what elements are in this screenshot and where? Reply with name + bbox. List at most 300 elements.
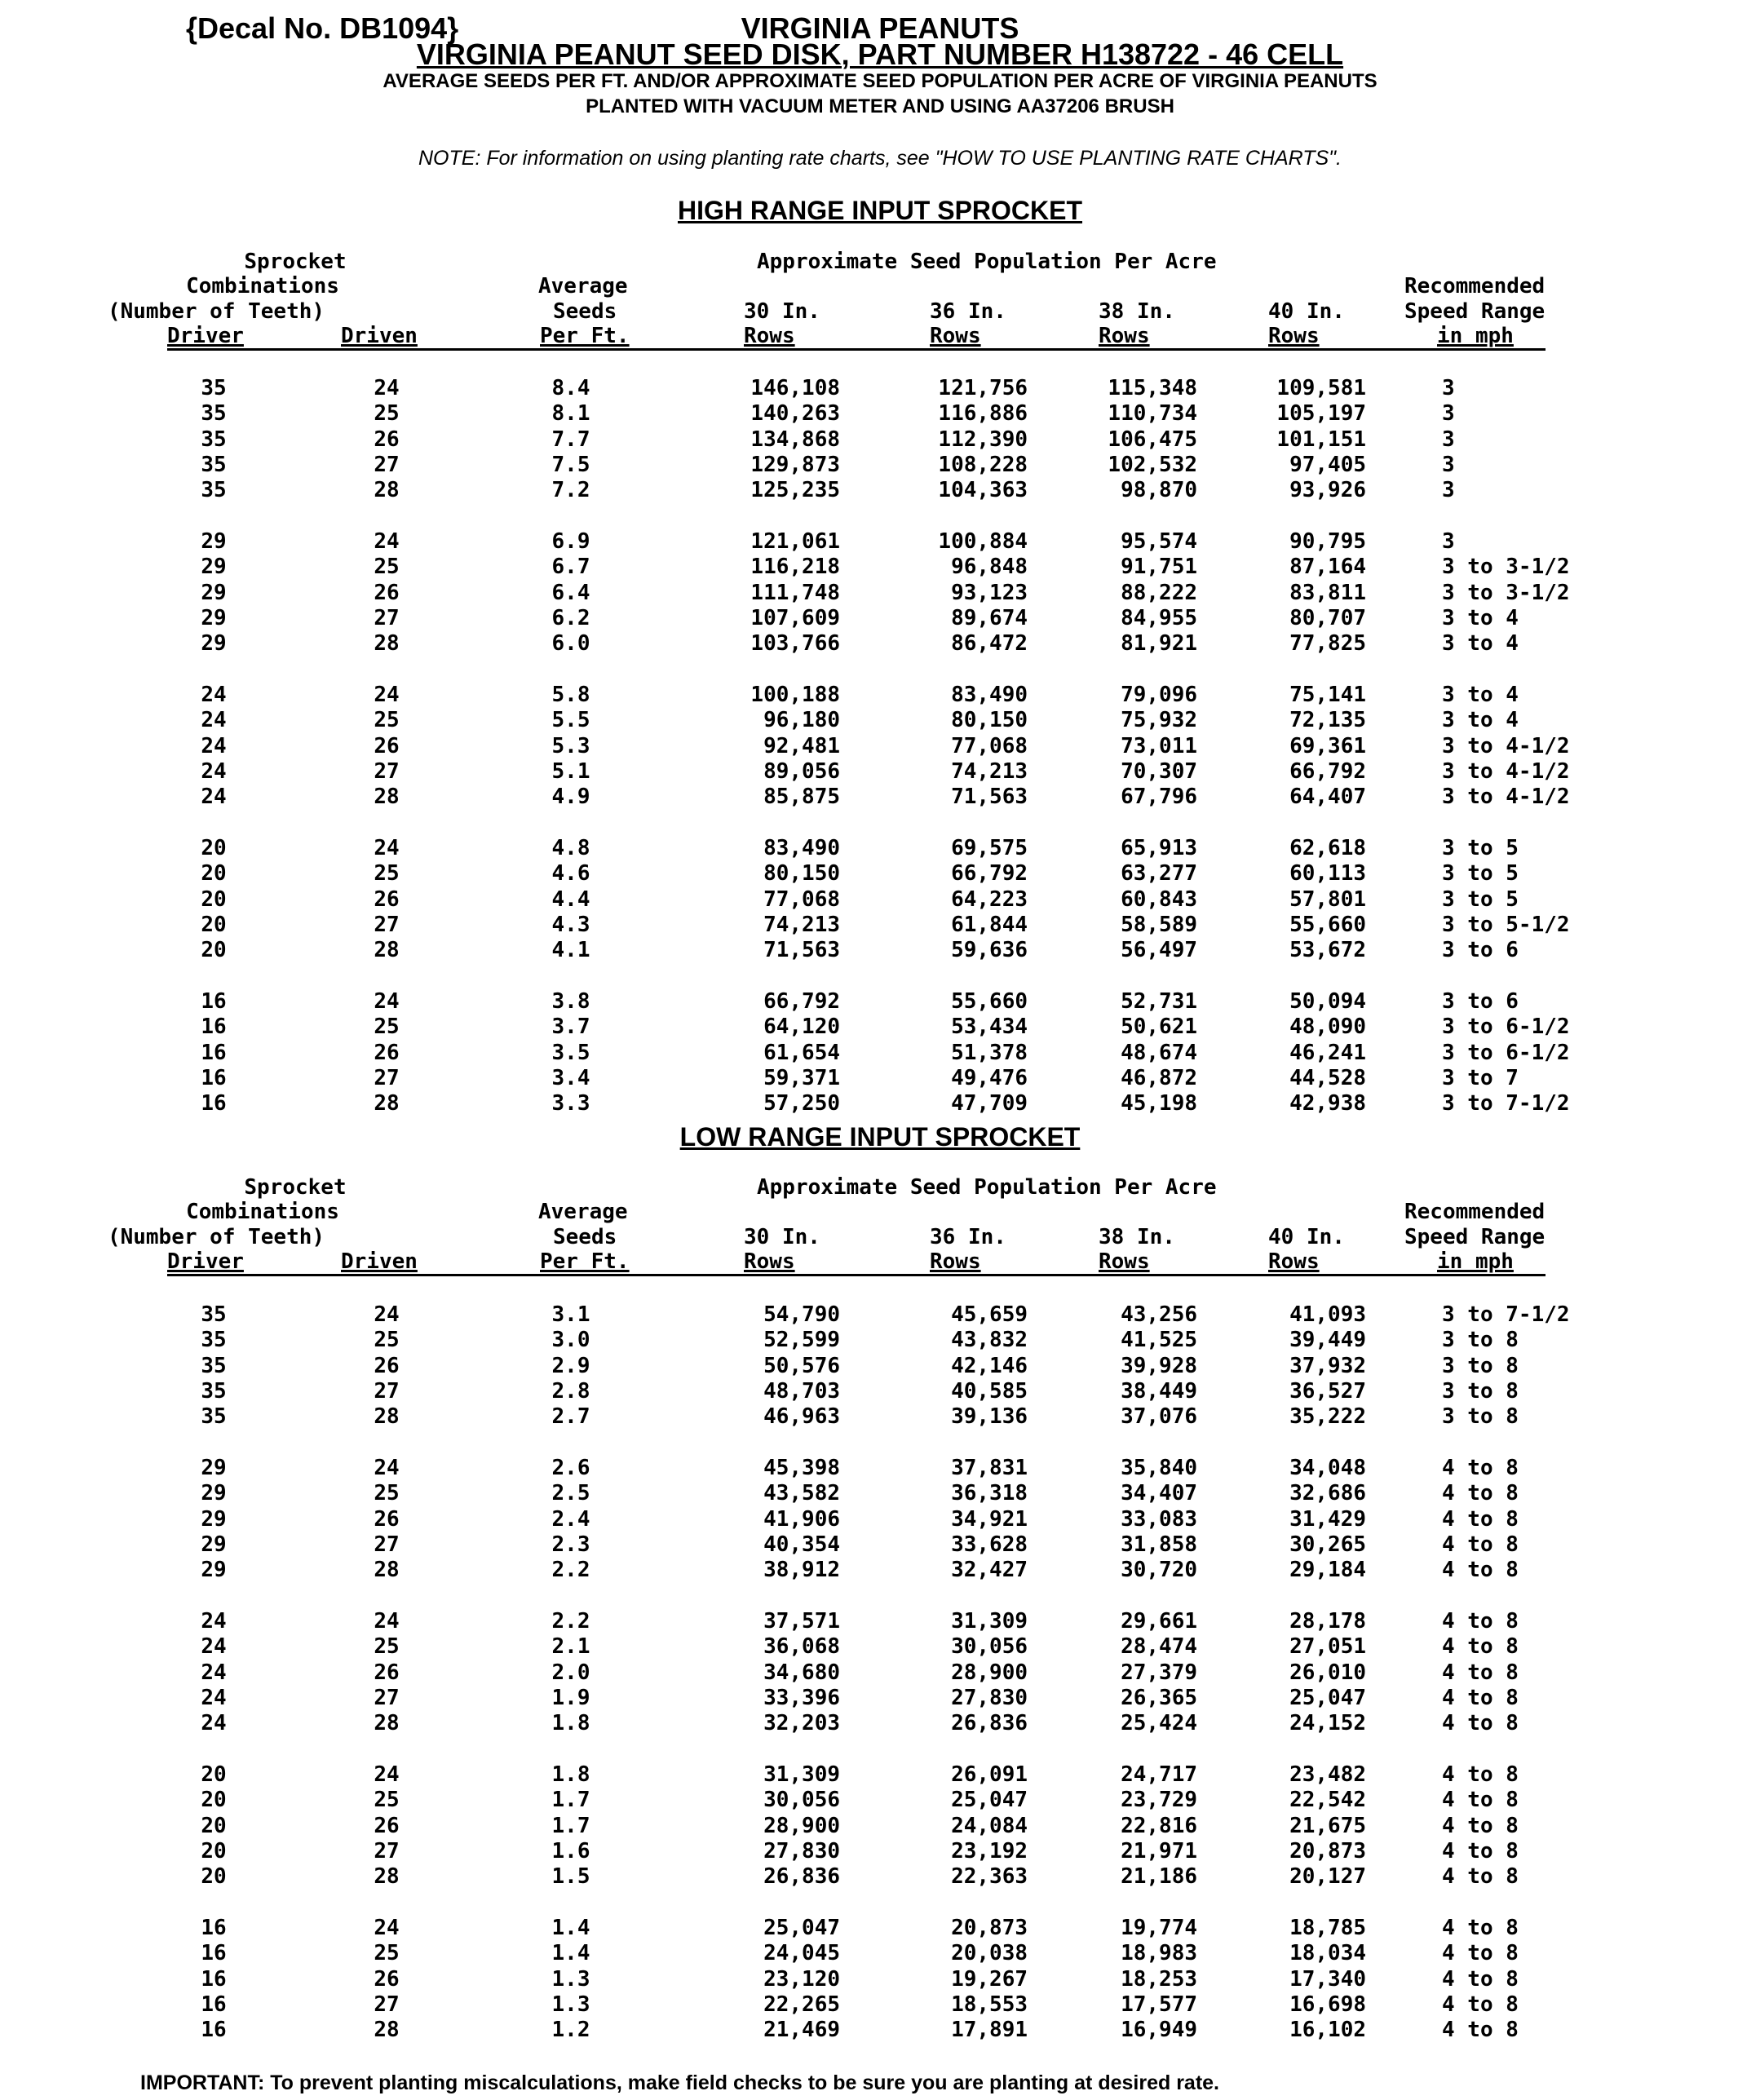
driven-teeth: 28: [374, 1404, 400, 1430]
population-30-in: 107,609: [750, 605, 840, 630]
description-line-1: AVERAGE SEEDS PER FT. AND/OR APPROXIMATE SEED POPULATION PER ACRE OF VIRGINIA PEANUTS: [383, 70, 1377, 92]
population-30-in: 66,792: [763, 989, 840, 1014]
population-30-in: 100,188: [750, 683, 840, 707]
population-30-in: 83,490: [763, 836, 840, 860]
population-30-in: 40,354: [763, 1532, 840, 1557]
table-row: [0, 1711, 1760, 1736]
average-seeds: 5.1: [551, 758, 590, 784]
population-38-in: 48,674: [1121, 1040, 1197, 1065]
population-30-in: 24,045: [763, 1941, 840, 1966]
table-row: [0, 1762, 1760, 1788]
population-40-in: 18,034: [1289, 1941, 1366, 1966]
speed-range: 3 to 4-1/2: [1442, 758, 1570, 784]
speed-range: 4 to 8: [1442, 1456, 1519, 1480]
driver-header: Driver: [167, 324, 244, 348]
table-row: [0, 1481, 1760, 1506]
table-row: [0, 1839, 1760, 1864]
driven-teeth: 25: [374, 1634, 400, 1660]
table-row: [0, 1686, 1760, 1711]
population-30-in: 59,371: [763, 1065, 840, 1090]
table-row: [0, 555, 1760, 580]
table-row: [0, 1558, 1760, 1583]
population-36-in: 22,363: [951, 1864, 1028, 1890]
driver-teeth: 20: [201, 1813, 227, 1838]
driver-teeth: 35: [201, 1353, 227, 1378]
driven-teeth: 27: [374, 452, 400, 477]
driven-teeth: 26: [374, 427, 400, 452]
population-38-in: 50,621: [1121, 1015, 1197, 1040]
table-row: [0, 1814, 1760, 1839]
speed-range: 3 to 4: [1442, 708, 1519, 733]
population-30-in: 52,599: [763, 1328, 840, 1353]
population-38-in: 18,983: [1121, 1941, 1197, 1966]
population-36-in: 30,056: [951, 1634, 1028, 1660]
population-36-in: 19,267: [951, 1966, 1028, 1992]
population-36-in: 100,884: [938, 529, 1028, 554]
speed-range: 3: [1442, 401, 1455, 427]
driver-teeth: 20: [201, 1838, 227, 1863]
speed-range: 3: [1442, 376, 1455, 400]
population-40-in: 53,672: [1289, 938, 1366, 963]
speed-range: 3 to 4-1/2: [1442, 733, 1570, 758]
population-38-in: 41,525: [1121, 1328, 1197, 1353]
population-36-in: 26,836: [951, 1711, 1028, 1736]
important-footer: IMPORTANT: To prevent planting miscalculations, make field checks to be sure you are planting at desired rate.: [140, 2071, 1219, 2094]
average-seeds: 1.6: [551, 1838, 590, 1863]
driver-teeth: 35: [201, 1378, 227, 1404]
population-40-in: 83,811: [1289, 580, 1366, 605]
driver-teeth: 35: [201, 427, 227, 452]
driven-teeth: 25: [374, 1788, 400, 1813]
speed-header: in mph: [1437, 324, 1514, 348]
population-40-in: 72,135: [1289, 708, 1366, 733]
table-row: [0, 938, 1760, 963]
speed-range: 4 to 8: [1442, 1916, 1519, 1940]
driven-teeth: 25: [374, 555, 400, 580]
population-36-in: 71,563: [951, 785, 1028, 810]
table-row: [0, 861, 1760, 886]
speed-range: 3 to 8: [1442, 1353, 1519, 1378]
table-row: [0, 631, 1760, 657]
driven-teeth: 24: [374, 989, 400, 1014]
population-36-in: 89,674: [951, 605, 1028, 630]
population-38-in: 35,840: [1121, 1456, 1197, 1480]
average-seeds: 6.9: [551, 529, 590, 554]
population-40-in: 18,785: [1289, 1916, 1366, 1940]
population-36-in: 80,150: [951, 708, 1028, 733]
population-38-in: 45,198: [1121, 1091, 1197, 1116]
speed-range: 3 to 7-1/2: [1442, 1091, 1570, 1116]
speed-range: 3 to 5: [1442, 836, 1519, 860]
population-36-in: 112,390: [938, 427, 1028, 452]
driver-teeth: 35: [201, 1302, 227, 1327]
population-40-in: 66,792: [1289, 758, 1366, 784]
average-seeds: 2.4: [551, 1506, 590, 1532]
population-36-in: 24,084: [951, 1813, 1028, 1838]
population-40-in: 55,660: [1289, 912, 1366, 937]
average-seeds: 4.8: [551, 836, 590, 860]
population-40-in: 97,405: [1289, 452, 1366, 477]
population-36-in: 37,831: [951, 1456, 1028, 1480]
speed-range: 4 to 8: [1442, 1966, 1519, 1992]
section-title: HIGH RANGE INPUT SPROCKET: [677, 196, 1083, 225]
population-40-in: 42,938: [1289, 1091, 1366, 1116]
population-38-in: 67,796: [1121, 785, 1197, 810]
average-seeds: 3.0: [551, 1328, 590, 1353]
driven-teeth: 24: [374, 1609, 400, 1634]
average-header: Per Ft.: [540, 324, 630, 348]
driven-teeth: 24: [374, 683, 400, 707]
sprocket-header: (Number of Teeth): [107, 299, 325, 324]
speed-range: 4 to 8: [1442, 1481, 1519, 1506]
population-40-in: 20,873: [1289, 1838, 1366, 1863]
population-40-in: 34,048: [1289, 1456, 1366, 1480]
population-30-in: 37,571: [763, 1609, 840, 1634]
population-30-in: 32,203: [763, 1711, 840, 1736]
average-seeds: 8.1: [551, 401, 590, 427]
population-30-in: 23,120: [763, 1966, 840, 1992]
driven-teeth: 28: [374, 1711, 400, 1736]
population-30-in: 61,654: [763, 1040, 840, 1065]
population-30-in: 48,703: [763, 1378, 840, 1404]
driver-teeth: 16: [201, 2018, 227, 2043]
population-40-in: 77,825: [1289, 631, 1366, 657]
population-40-in: 31,429: [1289, 1506, 1366, 1532]
driver-teeth: 29: [201, 1456, 227, 1480]
section-title: LOW RANGE INPUT SPROCKET: [679, 1122, 1081, 1152]
population-30-in: 43,582: [763, 1481, 840, 1506]
population-36-in: 59,636: [951, 938, 1028, 963]
table-row: [0, 401, 1760, 427]
population-36-in: 27,830: [951, 1685, 1028, 1710]
population-40-in: 26,010: [1289, 1660, 1366, 1685]
average-seeds: 2.9: [551, 1353, 590, 1378]
driver-teeth: 29: [201, 605, 227, 630]
table-row: [0, 529, 1760, 555]
population-40-in: 23,482: [1289, 1762, 1366, 1787]
average-seeds: 3.4: [551, 1065, 590, 1090]
population-38-in: 106,475: [1108, 427, 1197, 452]
population-40-in: 57,801: [1289, 886, 1366, 912]
row-36-header: Rows: [930, 324, 981, 348]
driven-teeth: 24: [374, 376, 400, 400]
average-seeds: 4.6: [551, 861, 590, 886]
population-38-in: 84,955: [1121, 605, 1197, 630]
driver-teeth: 16: [201, 1091, 227, 1116]
population-header: Approximate Seed Population Per Acre: [757, 250, 1217, 274]
average-seeds: 2.0: [551, 1660, 590, 1685]
table-row: [0, 1066, 1760, 1091]
average-seeds: 2.7: [551, 1404, 590, 1430]
population-40-in: 22,542: [1289, 1788, 1366, 1813]
population-30-in: 30,056: [763, 1788, 840, 1813]
population-38-in: 30,720: [1121, 1558, 1197, 1583]
sprocket-header: (Number of Teeth): [107, 1225, 325, 1249]
driver-teeth: 20: [201, 836, 227, 860]
population-38-in: 58,589: [1121, 912, 1197, 937]
population-40-in: 60,113: [1289, 861, 1366, 886]
driven-teeth: 28: [374, 938, 400, 963]
table-row: [0, 1507, 1760, 1532]
driven-teeth: 25: [374, 861, 400, 886]
description-line-2: PLANTED WITH VACUUM METER AND USING AA37206 BRUSH: [586, 95, 1174, 117]
driver-teeth: 20: [201, 1788, 227, 1813]
population-30-in: 57,250: [763, 1091, 840, 1116]
population-30-in: 33,396: [763, 1685, 840, 1710]
driven-teeth: 27: [374, 605, 400, 630]
average-header: Seeds: [553, 299, 617, 324]
driver-teeth: 20: [201, 886, 227, 912]
population-38-in: 28,474: [1121, 1634, 1197, 1660]
population-30-in: 25,047: [763, 1916, 840, 1940]
average-seeds: 8.4: [551, 376, 590, 400]
speed-range: 4 to 8: [1442, 1788, 1519, 1813]
driven-teeth: 28: [374, 631, 400, 657]
table-row: [0, 1015, 1760, 1040]
population-36-in: 45,659: [951, 1302, 1028, 1327]
speed-range: 4 to 8: [1442, 2018, 1519, 2043]
speed-range: 3 to 5: [1442, 861, 1519, 886]
driver-teeth: 24: [201, 1660, 227, 1685]
population-40-in: 16,698: [1289, 1992, 1366, 2017]
population-38-in: 39,928: [1121, 1353, 1197, 1378]
speed-range: 3 to 4: [1442, 605, 1519, 630]
average-seeds: 1.7: [551, 1788, 590, 1813]
population-38-in: 52,731: [1121, 989, 1197, 1014]
sprocket-header: Combinations: [186, 274, 339, 298]
population-40-in: 29,184: [1289, 1558, 1366, 1583]
population-30-in: 71,563: [763, 938, 840, 963]
population-38-in: 102,532: [1108, 452, 1197, 477]
population-40-in: 80,707: [1289, 605, 1366, 630]
driver-teeth: 29: [201, 529, 227, 554]
population-36-in: 17,891: [951, 2018, 1028, 2043]
table-row: [0, 1916, 1760, 1941]
driven-teeth: 24: [374, 836, 400, 860]
population-40-in: 27,051: [1289, 1634, 1366, 1660]
decal-number: {Decal No. DB1094}: [186, 11, 459, 45]
table-row: [0, 1302, 1760, 1328]
driver-teeth: 29: [201, 1532, 227, 1557]
driven-teeth: 26: [374, 580, 400, 605]
table-row: [0, 1634, 1760, 1660]
average-seeds: 2.8: [551, 1378, 590, 1404]
average-header: Average: [538, 1200, 628, 1224]
population-40-in: 25,047: [1289, 1685, 1366, 1710]
row-38-header: 38 In.: [1099, 299, 1175, 324]
population-30-in: 134,868: [750, 427, 840, 452]
driver-teeth: 24: [201, 708, 227, 733]
population-40-in: 21,675: [1289, 1813, 1366, 1838]
driver-teeth: 24: [201, 1711, 227, 1736]
speed-range: 3 to 3-1/2: [1442, 580, 1570, 605]
population-36-in: 34,921: [951, 1506, 1028, 1532]
speed-range: 4 to 8: [1442, 1711, 1519, 1736]
population-36-in: 31,309: [951, 1609, 1028, 1634]
average-seeds: 3.3: [551, 1091, 590, 1116]
table-row: [0, 708, 1760, 733]
population-30-in: 77,068: [763, 886, 840, 912]
header-rule: [167, 348, 1546, 351]
table-row: [0, 1967, 1760, 1992]
header-rule: [167, 1274, 1546, 1276]
average-seeds: 1.3: [551, 1966, 590, 1992]
average-seeds: 1.4: [551, 1916, 590, 1940]
population-30-in: 46,963: [763, 1404, 840, 1430]
driven-header: Driven: [341, 1249, 418, 1274]
table-row: [0, 1328, 1760, 1353]
population-38-in: 43,256: [1121, 1302, 1197, 1327]
speed-range: 3 to 6: [1442, 938, 1519, 963]
population-36-in: 43,832: [951, 1328, 1028, 1353]
population-38-in: 24,717: [1121, 1762, 1197, 1787]
average-seeds: 1.2: [551, 2018, 590, 2043]
speed-range: 3 to 5-1/2: [1442, 912, 1570, 937]
population-40-in: 37,932: [1289, 1353, 1366, 1378]
table-row: [0, 376, 1760, 401]
row-30-header: Rows: [744, 324, 795, 348]
table-row: [0, 1660, 1760, 1686]
average-seeds: 1.7: [551, 1813, 590, 1838]
population-40-in: 46,241: [1289, 1040, 1366, 1065]
population-36-in: 66,792: [951, 861, 1028, 886]
driven-teeth: 27: [374, 1992, 400, 2017]
population-38-in: 21,186: [1121, 1864, 1197, 1890]
driven-teeth: 24: [374, 1916, 400, 1940]
driver-teeth: 35: [201, 1404, 227, 1430]
population-40-in: 41,093: [1289, 1302, 1366, 1327]
driver-teeth: 16: [201, 1015, 227, 1040]
table-row: [0, 1864, 1760, 1890]
population-36-in: 64,223: [951, 886, 1028, 912]
driven-teeth: 26: [374, 1040, 400, 1065]
population-40-in: 20,127: [1289, 1864, 1366, 1890]
population-36-in: 49,476: [951, 1065, 1028, 1090]
table-row: [0, 1091, 1760, 1116]
population-36-in: 39,136: [951, 1404, 1028, 1430]
average-seeds: 4.9: [551, 785, 590, 810]
average-seeds: 2.5: [551, 1481, 590, 1506]
population-30-in: 28,900: [763, 1813, 840, 1838]
population-30-in: 22,265: [763, 1992, 840, 2017]
driven-teeth: 27: [374, 758, 400, 784]
population-38-in: 98,870: [1121, 478, 1197, 503]
population-36-in: 33,628: [951, 1532, 1028, 1557]
driven-teeth: 28: [374, 1864, 400, 1890]
driver-header: Driver: [167, 1249, 244, 1274]
row-36-header: 36 In.: [930, 299, 1006, 324]
population-header: Approximate Seed Population Per Acre: [757, 1175, 1217, 1200]
average-header: Seeds: [553, 1225, 617, 1249]
driven-teeth: 25: [374, 401, 400, 427]
driven-teeth: 24: [374, 1456, 400, 1480]
driven-teeth: 26: [374, 1353, 400, 1378]
average-seeds: 3.1: [551, 1302, 590, 1327]
speed-range: 3 to 6: [1442, 989, 1519, 1014]
population-36-in: 69,575: [951, 836, 1028, 860]
population-38-in: 38,449: [1121, 1378, 1197, 1404]
average-seeds: 7.7: [551, 427, 590, 452]
speed-range: 3: [1442, 529, 1455, 554]
population-36-in: 53,434: [951, 1015, 1028, 1040]
population-40-in: 109,581: [1276, 376, 1366, 400]
driver-teeth: 24: [201, 758, 227, 784]
driven-teeth: 28: [374, 785, 400, 810]
table-row: [0, 913, 1760, 938]
population-38-in: 115,348: [1108, 376, 1197, 400]
table-row: [0, 1379, 1760, 1404]
driven-teeth: 27: [374, 912, 400, 937]
speed-range: 3 to 4: [1442, 631, 1519, 657]
page-title: VIRGINIA PEANUTS: [741, 11, 1019, 45]
speed-range: 3: [1442, 478, 1455, 503]
population-30-in: 92,481: [763, 733, 840, 758]
row-30-header: 30 In.: [744, 299, 820, 324]
row-40-header: Rows: [1268, 324, 1320, 348]
average-seeds: 3.8: [551, 989, 590, 1014]
population-38-in: 23,729: [1121, 1788, 1197, 1813]
driven-teeth: 25: [374, 1481, 400, 1506]
driver-teeth: 29: [201, 631, 227, 657]
population-36-in: 32,427: [951, 1558, 1028, 1583]
average-seeds: 4.1: [551, 938, 590, 963]
driven-teeth: 26: [374, 1506, 400, 1532]
population-38-in: 31,858: [1121, 1532, 1197, 1557]
population-38-in: 73,011: [1121, 733, 1197, 758]
sprocket-header: Combinations: [186, 1200, 339, 1224]
driver-teeth: 20: [201, 1762, 227, 1787]
table-row: [0, 581, 1760, 606]
table-row: [0, 1041, 1760, 1066]
average-seeds: 1.9: [551, 1685, 590, 1710]
driver-teeth: 16: [201, 1065, 227, 1090]
speed-range: 3 to 8: [1442, 1404, 1519, 1430]
driven-teeth: 25: [374, 708, 400, 733]
table-row: [0, 1456, 1760, 1481]
speed-range: 3 to 3-1/2: [1442, 555, 1570, 580]
population-38-in: 17,577: [1121, 1992, 1197, 2017]
population-30-in: 140,263: [750, 401, 840, 427]
speed-header: in mph: [1437, 1249, 1514, 1274]
population-40-in: 24,152: [1289, 1711, 1366, 1736]
population-38-in: 75,932: [1121, 708, 1197, 733]
average-seeds: 1.3: [551, 1992, 590, 2017]
driver-teeth: 24: [201, 733, 227, 758]
population-38-in: 21,971: [1121, 1838, 1197, 1863]
driven-teeth: 26: [374, 1966, 400, 1992]
population-36-in: 96,848: [951, 555, 1028, 580]
population-30-in: 146,108: [750, 376, 840, 400]
population-30-in: 125,235: [750, 478, 840, 503]
average-seeds: 4.3: [551, 912, 590, 937]
population-40-in: 44,528: [1289, 1065, 1366, 1090]
population-36-in: 121,756: [938, 376, 1028, 400]
table-row: [0, 1941, 1760, 1966]
population-36-in: 104,363: [938, 478, 1028, 503]
driver-teeth: 29: [201, 1481, 227, 1506]
driver-teeth: 20: [201, 861, 227, 886]
table-row: [0, 1354, 1760, 1379]
average-seeds: 5.8: [551, 683, 590, 707]
average-seeds: 3.7: [551, 1015, 590, 1040]
speed-range: 3 to 6-1/2: [1442, 1040, 1570, 1065]
speed-range: 3 to 4-1/2: [1442, 785, 1570, 810]
driven-teeth: 26: [374, 886, 400, 912]
driven-teeth: 26: [374, 1813, 400, 1838]
speed-range: 3 to 7-1/2: [1442, 1302, 1570, 1327]
table-row: [0, 989, 1760, 1015]
population-40-in: 69,361: [1289, 733, 1366, 758]
